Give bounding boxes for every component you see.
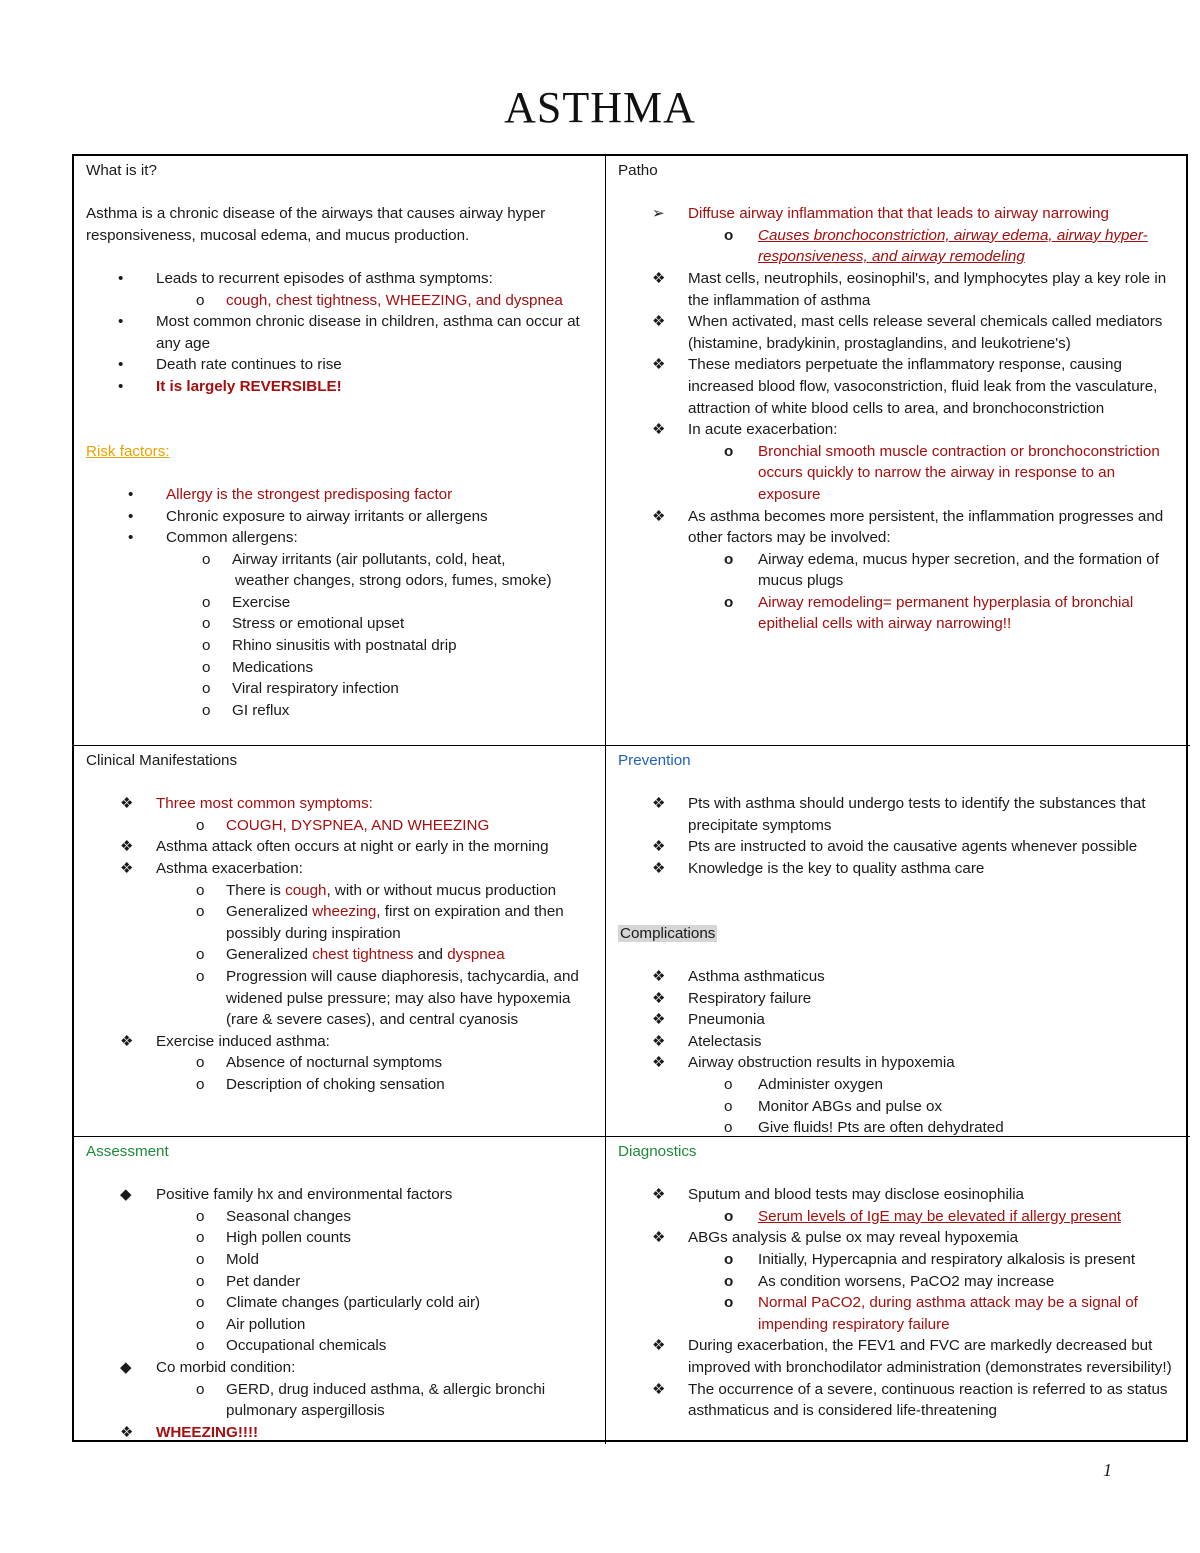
diamond-bullet-icon: ❖	[120, 859, 134, 877]
list-item: • Common allergens:	[86, 527, 595, 549]
list-item: o Air pollution	[86, 1314, 595, 1336]
circle-bullet-icon: o	[196, 1207, 205, 1225]
list-item: • Most common chronic disease in children, asthma can occur at any age	[86, 311, 595, 354]
list-item: o Exercise	[86, 592, 595, 614]
diamond-bullet-icon: ❖	[652, 1011, 666, 1029]
assessment-heading: Assessment	[86, 1143, 169, 1160]
list-item: o cough, chest tightness, WHEEZING, and dyspnea	[86, 290, 595, 312]
diamond-bullet-icon: ❖	[120, 795, 134, 813]
what-is-it-cell	[74, 156, 606, 746]
solid-diamond-icon: ◆	[120, 1358, 132, 1376]
circle-bullet-icon: o	[724, 1075, 733, 1093]
circle-bullet-icon: o	[196, 1250, 205, 1268]
list-item: o Mold	[86, 1249, 595, 1271]
list-item: o Bronchial smooth muscle contraction or bronchoconstriction occurs quickly to narrow the airway in response to an exposure	[618, 441, 1180, 506]
complications-heading: Complications	[620, 924, 716, 942]
list-item: ➢ Diffuse airway inflammation that that leads to airway narrowing	[618, 203, 1180, 225]
circle-bullet-icon: o	[202, 680, 211, 698]
circle-bullet-icon: o	[724, 226, 734, 244]
prevention-heading: Prevention	[618, 752, 691, 769]
list-item: o Normal PaCO2, during asthma attack may be a signal of impending respiratory failure	[618, 1292, 1180, 1335]
list-item: o Generalized chest tightness and dyspnea	[86, 944, 595, 966]
page-number: 1	[1103, 1460, 1112, 1480]
notes-table	[72, 154, 1188, 1442]
list-item: o GI reflux	[86, 700, 595, 722]
diamond-bullet-icon: ❖	[652, 507, 666, 525]
circle-bullet-icon: o	[202, 658, 211, 676]
list-item: ❖ Respiratory failure	[618, 988, 1180, 1010]
list-item: • It is largely REVERSIBLE!	[86, 376, 595, 398]
list-item: ❖ When activated, mast cells release several chemicals called mediators (histamine, bradykinin, prostaglandins, and leukotriene's)	[618, 311, 1180, 354]
assessment-cell	[74, 1137, 606, 1444]
list-item: ❖ Airway obstruction results in hypoxemia	[618, 1052, 1180, 1074]
list-item: ❖ Asthma attack often occurs at night or early in the morning	[86, 836, 595, 858]
list-item: o There is cough, with or without mucus production	[86, 880, 595, 902]
circle-bullet-icon: o	[202, 701, 211, 719]
circle-bullet-icon: o	[196, 881, 205, 899]
list-item: o Give fluids! Pts are often dehydrated	[618, 1117, 1180, 1137]
risk-factors-heading: Risk factors:	[86, 442, 170, 460]
circle-bullet-icon: o	[196, 967, 205, 985]
list-item: ❖ Atelectasis	[618, 1031, 1180, 1053]
solid-diamond-icon: ◆	[120, 1186, 132, 1204]
circle-bullet-icon: o	[196, 1229, 205, 1247]
circle-bullet-icon: o	[724, 1250, 734, 1268]
diamond-bullet-icon: ❖	[652, 356, 666, 374]
diamond-bullet-icon: ❖	[652, 1186, 666, 1204]
definition: Asthma is a chronic disease of the airways that causes airway hyper responsiveness, mucosal edema, and mucus production.	[86, 205, 546, 244]
list-item: o Initially, Hypercapnia and respiratory alkalosis is present	[618, 1249, 1180, 1271]
bullet-icon: •	[118, 269, 124, 287]
diamond-bullet-icon: ❖	[652, 269, 666, 287]
list-item: ❖ Knowledge is the key to quality asthma care	[618, 858, 1180, 880]
circle-bullet-icon: o	[196, 903, 205, 921]
list-item: o Rhino sinusitis with postnatal drip	[86, 635, 595, 657]
diamond-bullet-icon: ❖	[652, 1337, 666, 1355]
circle-bullet-icon: o	[202, 550, 211, 568]
list-item: • Chronic exposure to airway irritants or allergens	[86, 506, 595, 528]
list-item: o Stress or emotional upset	[86, 613, 595, 635]
circle-bullet-icon: o	[196, 1294, 205, 1312]
list-item: o Administer oxygen	[618, 1074, 1180, 1096]
circle-bullet-icon: o	[724, 593, 734, 611]
list-item: o COUGH, DYSPNEA, AND WHEEZING	[86, 815, 595, 837]
diamond-bullet-icon: ❖	[652, 1054, 666, 1072]
circle-bullet-icon: o	[196, 1272, 205, 1290]
circle-bullet-icon: o	[196, 1315, 205, 1333]
list-item: ❖ Pts with asthma should undergo tests to identify the substances that precipitate symptoms	[618, 793, 1180, 836]
list-item: ❖ As asthma becomes more persistent, the inflammation progresses and other factors may be involved:	[618, 506, 1180, 549]
list-item: ❖ Three most common symptoms:	[86, 793, 595, 815]
list-item: o Airway edema, mucus hyper secretion, and the formation of mucus plugs	[618, 549, 1180, 592]
clinical-manifestations-cell	[74, 746, 606, 1137]
list-item: o Medications	[86, 657, 595, 679]
list-item: ❖ Asthma exacerbation:	[86, 858, 595, 880]
circle-bullet-icon: o	[724, 1272, 734, 1290]
circle-bullet-icon: o	[202, 593, 211, 611]
list-item: ❖ Pneumonia	[618, 1009, 1180, 1031]
list-item: ❖ Asthma asthmaticus	[618, 966, 1180, 988]
list-item: o Viral respiratory infection	[86, 678, 595, 700]
arrow-bullet-icon: ➢	[652, 205, 665, 223]
list-item: o Airway irritants (air pollutants, cold, heat,	[86, 549, 595, 571]
list-item: o Generalized wheezing, first on expiration and then possibly during inspiration	[86, 901, 595, 944]
list-item: ❖ Pts are instructed to avoid the causative agents whenever possible	[618, 836, 1180, 858]
bullet-icon: •	[118, 313, 124, 331]
circle-bullet-icon: o	[196, 1337, 205, 1355]
what-heading: What is it?	[86, 162, 157, 179]
patho-cell	[606, 156, 1190, 746]
list-item: ❖ Mast cells, neutrophils, eosinophil's, and lymphocytes play a key role in the inflammation of asthma	[618, 268, 1180, 311]
list-item: ❖ These mediators perpetuate the inflammatory response, causing increased blood flow, vasoconstriction, fluid leak from the vasculature, attraction of white blood cells to area, and bronchoconstriction	[618, 354, 1180, 419]
list-item: • Leads to recurrent episodes of asthma symptoms:	[86, 268, 595, 290]
prevention-cell	[606, 746, 1190, 1137]
list-item: o Serum levels of IgE may be elevated if allergy present	[618, 1206, 1180, 1228]
list-item: ❖ Exercise induced asthma:	[86, 1031, 595, 1053]
list-item: o Seasonal changes	[86, 1206, 595, 1228]
list-item: o Monitor ABGs and pulse ox	[618, 1096, 1180, 1118]
circle-bullet-icon: o	[724, 1097, 733, 1115]
circle-bullet-icon: o	[202, 615, 211, 633]
page-title: ASTHMA	[504, 83, 696, 132]
diamond-bullet-icon: ❖	[652, 313, 666, 331]
circle-bullet-icon: o	[724, 1119, 733, 1137]
list-item-continued: weather changes, strong odors, fumes, smoke)	[235, 572, 552, 590]
circle-bullet-icon: o	[196, 816, 205, 834]
list-item: o Climate changes (particularly cold air)	[86, 1292, 595, 1314]
list-item: o GERD, drug induced asthma, & allergic bronchi pulmonary aspergillosis	[86, 1379, 595, 1422]
diamond-bullet-icon: ❖	[652, 1229, 666, 1247]
bullet-icon: •	[128, 507, 134, 525]
list-item: ❖ During exacerbation, the FEV1 and FVC are markedly decreased but improved with bronchodilator administration (demonstrates reversibility!)	[618, 1335, 1180, 1378]
diamond-bullet-icon: ❖	[652, 795, 666, 813]
list-item: • Allergy is the strongest predisposing factor	[86, 484, 595, 506]
patho-heading: Patho	[618, 162, 658, 179]
bullet-icon: •	[128, 529, 134, 547]
list-item: o Absence of nocturnal symptoms	[86, 1052, 595, 1074]
diamond-bullet-icon: ❖	[652, 859, 666, 877]
list-item: o Airway remodeling= permanent hyperplasia of bronchial epithelial cells with airway narrowing!!	[618, 592, 1180, 635]
circle-bullet-icon: o	[202, 637, 211, 655]
circle-bullet-icon: o	[724, 1207, 734, 1225]
list-item: o High pollen counts	[86, 1227, 595, 1249]
diamond-bullet-icon: ❖	[120, 1423, 134, 1441]
diagnostics-heading: Diagnostics	[618, 1143, 697, 1160]
diamond-bullet-icon: ❖	[652, 989, 666, 1007]
list-item: ❖ The occurrence of a severe, continuous reaction is referred to as status asthmaticus and is considered life-threatening	[618, 1379, 1180, 1422]
clinical-heading: Clinical Manifestations	[86, 752, 238, 769]
diamond-bullet-icon: ❖	[120, 1032, 134, 1050]
circle-bullet-icon: o	[196, 1380, 205, 1398]
diagnostics-cell	[606, 1137, 1190, 1444]
list-item: ❖ WHEEZING!!!!	[86, 1422, 595, 1444]
circle-bullet-icon: o	[196, 1054, 205, 1072]
circle-bullet-icon: o	[724, 442, 734, 460]
list-item: • Death rate continues to rise	[86, 354, 595, 376]
diamond-bullet-icon: ❖	[652, 1032, 666, 1050]
list-item: ◆ Positive family hx and environmental factors	[86, 1184, 595, 1206]
list-item: o Pet dander	[86, 1271, 595, 1293]
circle-bullet-icon: o	[196, 291, 205, 309]
list-item: o Description of choking sensation	[86, 1074, 595, 1096]
bullet-icon: •	[128, 485, 134, 503]
list-item: ❖ In acute exacerbation:	[618, 419, 1180, 441]
diamond-bullet-icon: ❖	[652, 838, 666, 856]
bullet-icon: •	[118, 356, 124, 374]
list-item: o As condition worsens, PaCO2 may increase	[618, 1271, 1180, 1293]
diamond-bullet-icon: ❖	[120, 838, 134, 856]
list-item: o Occupational chemicals	[86, 1335, 595, 1357]
circle-bullet-icon: o	[196, 1075, 205, 1093]
circle-bullet-icon: o	[196, 946, 205, 964]
circle-bullet-icon: o	[724, 550, 734, 568]
list-item: o Progression will cause diaphoresis, tachycardia, and widened pulse pressure; may also have hypoxemia (rare & severe cases), and central cyanosis	[86, 966, 595, 1031]
list-item: ❖ ABGs analysis & pulse ox may reveal hypoxemia	[618, 1227, 1180, 1249]
diamond-bullet-icon: ❖	[652, 1380, 666, 1398]
list-item: ❖ Sputum and blood tests may disclose eosinophilia	[618, 1184, 1180, 1206]
list-item: ◆ Co morbid condition:	[86, 1357, 595, 1379]
circle-bullet-icon: o	[724, 1294, 734, 1312]
diamond-bullet-icon: ❖	[652, 421, 666, 439]
bullet-icon: •	[118, 377, 124, 395]
diamond-bullet-icon: ❖	[652, 967, 666, 985]
list-item: o Causes bronchoconstriction, airway edema, airway hyper-responsiveness, and airway remodeling	[618, 225, 1180, 268]
